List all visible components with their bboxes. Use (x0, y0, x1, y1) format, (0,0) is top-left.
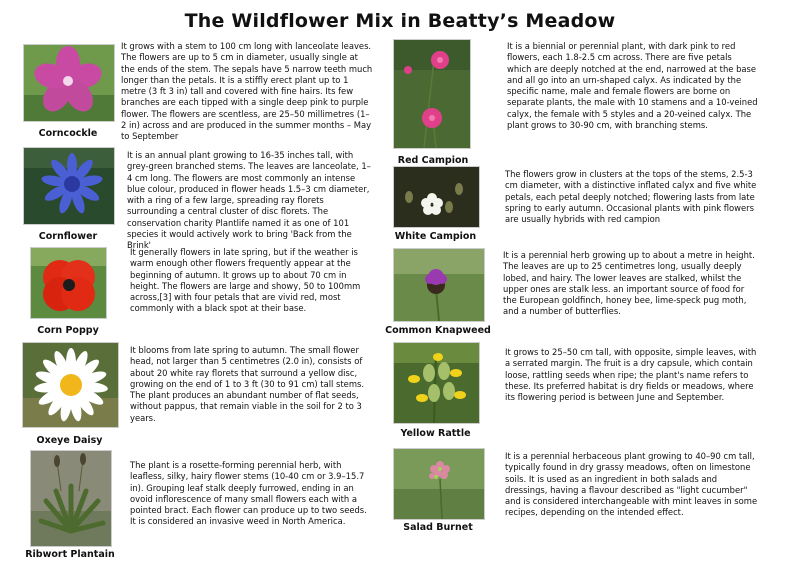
corn-poppy-photo (30, 247, 107, 319)
oxeye-daisy-label: Oxeye Daisy (36, 435, 103, 446)
common-knapweed-label: Common Knapweed (385, 325, 491, 336)
corncockle-label: Corncockle (38, 128, 98, 139)
corncockle-photo (23, 44, 115, 122)
cornflower-photo (23, 147, 115, 225)
yellow-rattle-label: Yellow Rattle (400, 428, 471, 439)
ribwort-plantain-label: Ribwort Plantain (25, 549, 115, 560)
ribwort-plantain-photo (30, 450, 112, 547)
corn-poppy-label: Corn Poppy (37, 325, 99, 336)
common-knapweed-photo (393, 248, 485, 322)
common-knapweed-description: It is a perennial herb growing up to about a metre in height. The leaves are up to 25 centimetres long, usually deeply lobed, and hairy. The lower leaves are stalked, whilst the upper ones are stalk less. an important source of food for the European goldfinch, honey bee, lime-speck pug moth, and a number of butterflies. (503, 250, 755, 317)
white-campion-label: White Campion (394, 231, 477, 242)
cornflower-description: It is an annual plant growing to 16-35 inches tall, with grey-green branched stems. The leaves are lanceolate, 1–4 cm long. The flowers are most commonly an intense blue colour, produced in flower heads 1.5–3 cm diameter, with a ring of a few large, spreading ray florets surrounding a central cluster of disc florets. The conservation charity Plantlife named it as one of 101 species it would actively work to bring 'Back from the Brink' (127, 150, 371, 251)
white-campion-photo (393, 166, 480, 228)
red-campion-description: It is a biennial or perennial plant, with dark pink to red flowers, each 1.8-2.5 cm across. There are five petals which are deeply notched at the end, narrowed at the base and all go into an urn-shaped calyx. As indicated by the specific name, male and female flowers are borne on separate plants, the male with 10 stamens and a 10-veined calyx, the female with 5 styles and a 20-veined calyx. The plant grows to 30-90 cm, with branching stems. (507, 41, 758, 131)
salad-burnet-description: It is a perennial herbaceous plant growing to 40–90 cm tall, typically found in dry grassy meadows, often on limestone soils. It is used as an ingredient in both salads and dressings, having a flavour described as "light cucumber" and is considered interchangeable with mint leaves in some recipes, depending on the intended effect. (505, 451, 758, 518)
corn-poppy-description: It generally flowers in late spring, but if the weather is warm enough other flowers frequently appear at the beginning of autumn. It grows up to about 70 cm in height. The flowers are large and showy, 50 to 100mm across,[3] with four petals that are vivid red, most commonly with a black spot at their base. (130, 247, 361, 314)
red-campion-photo (393, 39, 471, 149)
oxeye-daisy-description: It blooms from late spring to autumn. The small flower head, not larger than 5 centimetres (2.0 in), consists of about 20 white ray florets that surround a yellow disc, growing on the end of 1 to 3 ft (30 to 91 cm) tall stems. The plant produces an abundant number of flat seeds, without pappus, that remain viable in the soil for 2 to 3 years. (130, 345, 365, 423)
yellow-rattle-description: It grows to 25–50 cm tall, with opposite, simple leaves, with a serrated margin. The fruit is a dry capsule, which contain loose, rattling seeds when ripe; the plant's name refers to these. Its preferred habitat is dry fields or meadows, where its flowering period is between June and September. (505, 347, 757, 403)
salad-burnet-photo (393, 448, 485, 520)
white-campion-description: The flowers grow in clusters at the tops of the stems, 2.5-3 cm diameter, with a distinctive inflated calyx and five white petals, each petal deeply notched; flowering lasts from late spring to early autumn. Occasional plants with pink flowers are usually hybrids with red campion (505, 169, 757, 225)
oxeye-daisy-photo (22, 342, 119, 428)
yellow-rattle-photo (393, 342, 480, 424)
cornflower-label: Cornflower (38, 231, 98, 242)
corncockle-description: It grows with a stem to 100 cm long with lanceolate leaves. The flowers are up to 5 cm in diameter, usually single at the ends of the stem. The sepals have 5 narrow teeth much longer than the petals. It is a stiffly erect plant up to 1 metre (3 ft 3 in) tall and covered with fine hairs. Its few branches are each tipped with a single deep pink to purple flower. The flowers are scentless, are 25–50 millimetres (1–2 in) across and are produced in the summer months – May to September (121, 41, 373, 142)
red-campion-label: Red Campion (397, 155, 469, 166)
ribwort-plantain-description: The plant is a rosette-forming perennial herb, with leafless, silky, hairy flower stems (10-40 cm or 3.9–15.7 in). Grouping leaf stalk deeply furrowed, ending in an ovoid inflorescence of many small flowers each with a pointed bract. Each flower can produce up to two seeds. It is considered an invasive weed in North America. (130, 460, 367, 527)
salad-burnet-label: Salad Burnet (403, 522, 473, 533)
page-title: The Wildflower Mix in Beatty’s Meadow (184, 10, 616, 32)
